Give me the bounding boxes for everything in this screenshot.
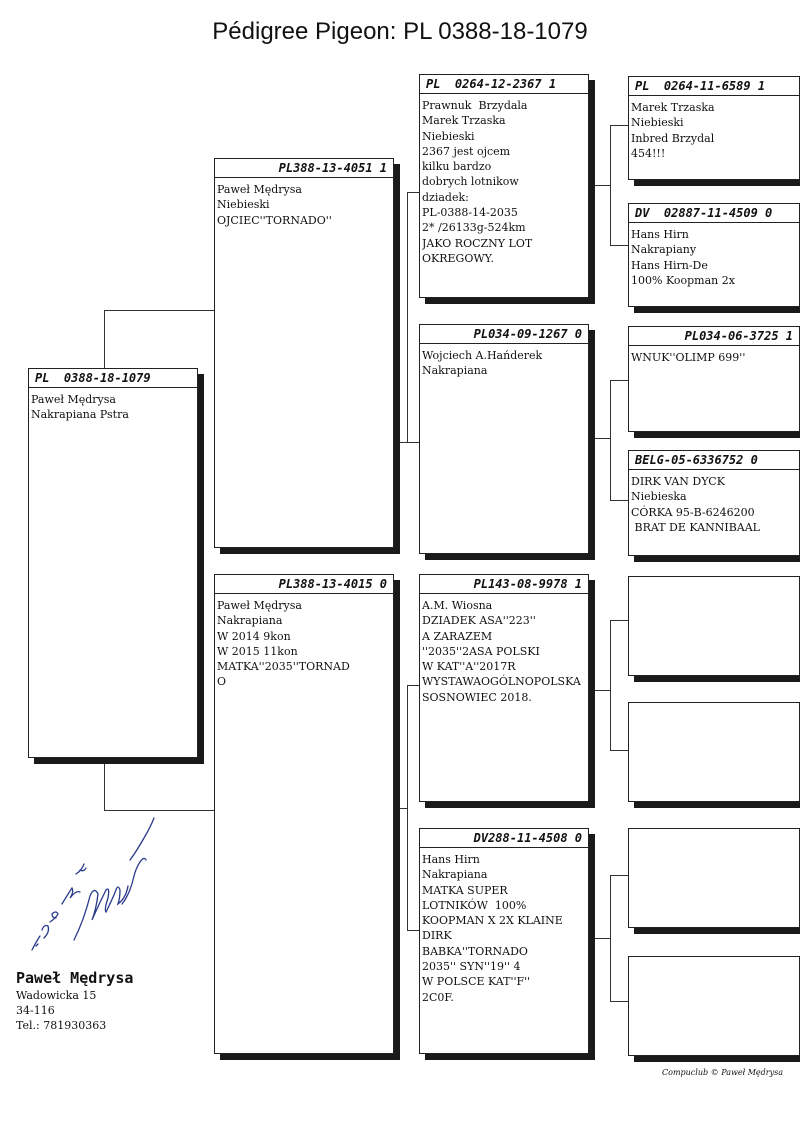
connector: [610, 875, 628, 876]
pedigree-card-sire-sire: [419, 74, 589, 298]
connector: [407, 442, 419, 443]
connector: [610, 380, 611, 500]
card-line: W KAT''A''2017R: [422, 660, 516, 674]
connector: [407, 192, 419, 193]
card-line: dobrych lotnikow: [422, 175, 519, 189]
connector: [394, 442, 408, 443]
ring-number: PL388-13-4015 0: [215, 575, 393, 594]
connector: [407, 685, 419, 686]
card-line: O: [217, 675, 227, 689]
card-line: WYSTAWAOGÓLNOPOLSKA: [422, 675, 581, 689]
card-line: Paweł Mędrysa: [31, 393, 116, 406]
connector: [104, 310, 105, 368]
card-line: Hans Hirn: [422, 853, 480, 866]
connector: [104, 310, 214, 311]
connector: [407, 930, 419, 931]
ring-number: PL 0264-11-6589 1: [629, 77, 799, 96]
pedigree-card-empty: [628, 828, 800, 928]
connector: [407, 685, 408, 930]
ring-number: PL388-13-4051 1: [215, 159, 393, 178]
card-line: OKREGOWY.: [422, 251, 494, 265]
card-line: 100% Koopman 2x: [631, 273, 735, 287]
ring-number: PL143-08-9978 1: [420, 575, 588, 594]
card-line: 2* /26133g-524km: [422, 221, 526, 235]
ring-number: DV 02887-11-4509 0: [629, 204, 799, 223]
pedigree-card-empty: [628, 702, 800, 802]
card-line: Paweł Mędrysa: [217, 183, 302, 196]
card-line: KOOPMAN X 2X KLAINE: [422, 914, 563, 928]
card-line: OJCIEC''TORNADO'': [217, 213, 332, 227]
card-line: MATKA SUPER: [422, 883, 508, 897]
card-line: Hans Hirn: [631, 228, 689, 241]
card-line: Marek Trzaska: [631, 101, 715, 114]
page-title: Pédigree Pigeon: PL 0388-18-1079: [212, 18, 588, 45]
ring-number: PL034-09-1267 0: [420, 325, 588, 344]
handwritten-signature: [26, 800, 156, 960]
connector: [610, 380, 628, 381]
card-line: SOSNOWIEC 2018.: [422, 690, 532, 704]
ring-number: BELG-05-6336752 0: [629, 451, 799, 470]
card-line: WNUK''OLIMP 699'': [631, 351, 746, 364]
ring-number: DV288-11-4508 0: [420, 829, 588, 848]
pedigree-card-ggp-2: [628, 203, 800, 307]
pedigree-card-subject: [28, 368, 198, 758]
connector: [610, 500, 628, 501]
pedigree-card-dam-sire: [419, 574, 589, 802]
card-line: CÓRKA 95-B-6246200: [631, 505, 755, 519]
ring-number: PL034-06-3725 1: [629, 327, 799, 346]
card-line: Nakrapiana Pstra: [31, 408, 129, 422]
pedigree-card-ggp-3: [628, 326, 800, 432]
ring-number: PL 0264-12-2367 1: [420, 75, 588, 94]
breeder-name: Paweł Mędrysa: [16, 969, 134, 987]
connector: [610, 620, 611, 750]
card-line: 454!!!: [631, 146, 666, 160]
connector: [394, 808, 408, 809]
pedigree-card-ggp-1: [628, 76, 800, 180]
connector: [610, 125, 611, 245]
card-line: 2035'' SYN''19'' 4: [422, 960, 521, 974]
pedigree-card-dam: [214, 574, 394, 1054]
card-line: Niebieski: [422, 129, 475, 143]
card-line: BRAT DE KANNIBAAL: [631, 520, 760, 534]
ring-number: PL 0388-18-1079: [29, 369, 197, 388]
card-line: Nakrapiany: [631, 243, 697, 257]
pedigree-card-sire: [214, 158, 394, 548]
card-line: kilku bardzo: [422, 160, 492, 174]
card-line: 2367 jest ojcem: [422, 144, 511, 158]
card-line: DIRK: [422, 929, 452, 943]
card-line: W POLSCE KAT''F'': [422, 975, 531, 989]
card-line: Nakrapiana: [422, 364, 488, 378]
card-line: A.M. Wiosna: [422, 599, 493, 612]
card-line: Nakrapiana: [217, 614, 283, 628]
card-line: ''2035''2ASA POLSKI: [422, 644, 540, 658]
card-line: A ZARAZEM: [422, 629, 493, 643]
connector: [610, 750, 628, 751]
pedigree-card-empty: [628, 956, 800, 1056]
card-line: Wojciech A.Hańderek: [422, 349, 543, 362]
footer-credit: Compuclub © Paweł Mędrysa: [662, 1068, 783, 1077]
card-line: Inbred Brzydal: [631, 131, 715, 145]
connector: [610, 1001, 628, 1002]
connector: [594, 185, 611, 186]
pedigree-card-sire-dam: [419, 324, 589, 554]
card-line: DIRK VAN DYCK: [631, 475, 725, 488]
breeder-address: Wadowicka 15: [16, 989, 97, 1002]
connector: [610, 125, 628, 126]
connector: [594, 438, 611, 439]
connector: [594, 938, 611, 939]
pedigree-card-ggp-4: [628, 450, 800, 556]
connector: [610, 245, 628, 246]
breeder-postal-code: 34-116: [16, 1004, 55, 1017]
card-line: DZIADEK ASA''223'': [422, 614, 536, 628]
card-line: 2C0F.: [422, 990, 454, 1004]
breeder-phone: Tel.: 781930363: [16, 1019, 107, 1032]
connector: [407, 192, 408, 442]
connector: [610, 875, 611, 1001]
pedigree-card-empty: [628, 576, 800, 676]
connector: [610, 620, 628, 621]
card-line: MATKA''2035''TORNAD: [217, 660, 350, 674]
card-line: Niebieski: [631, 116, 684, 130]
pedigree-card-dam-dam: [419, 828, 589, 1054]
card-line: W 2014 9kon: [217, 629, 291, 643]
card-line: Hans Hirn-De: [631, 258, 708, 272]
card-line: JAKO ROCZNY LOT: [422, 236, 533, 250]
card-line: Niebieska: [631, 490, 687, 504]
card-line: LOTNIKÓW 100%: [422, 898, 527, 912]
card-line: dziadek:: [422, 190, 469, 204]
card-line: W 2015 11kon: [217, 644, 298, 658]
card-line: Prawnuk Brzydala: [422, 99, 528, 112]
card-line: PL-0388-14-2035: [422, 206, 518, 220]
connector: [594, 690, 611, 691]
card-line: Niebieski: [217, 198, 270, 212]
card-line: Marek Trzaska: [422, 114, 506, 128]
card-line: Nakrapiana: [422, 868, 488, 882]
breeder-info: [16, 968, 133, 1033]
card-line: Paweł Mędrysa: [217, 599, 302, 612]
card-line: BABKA''TORNADO: [422, 944, 528, 958]
